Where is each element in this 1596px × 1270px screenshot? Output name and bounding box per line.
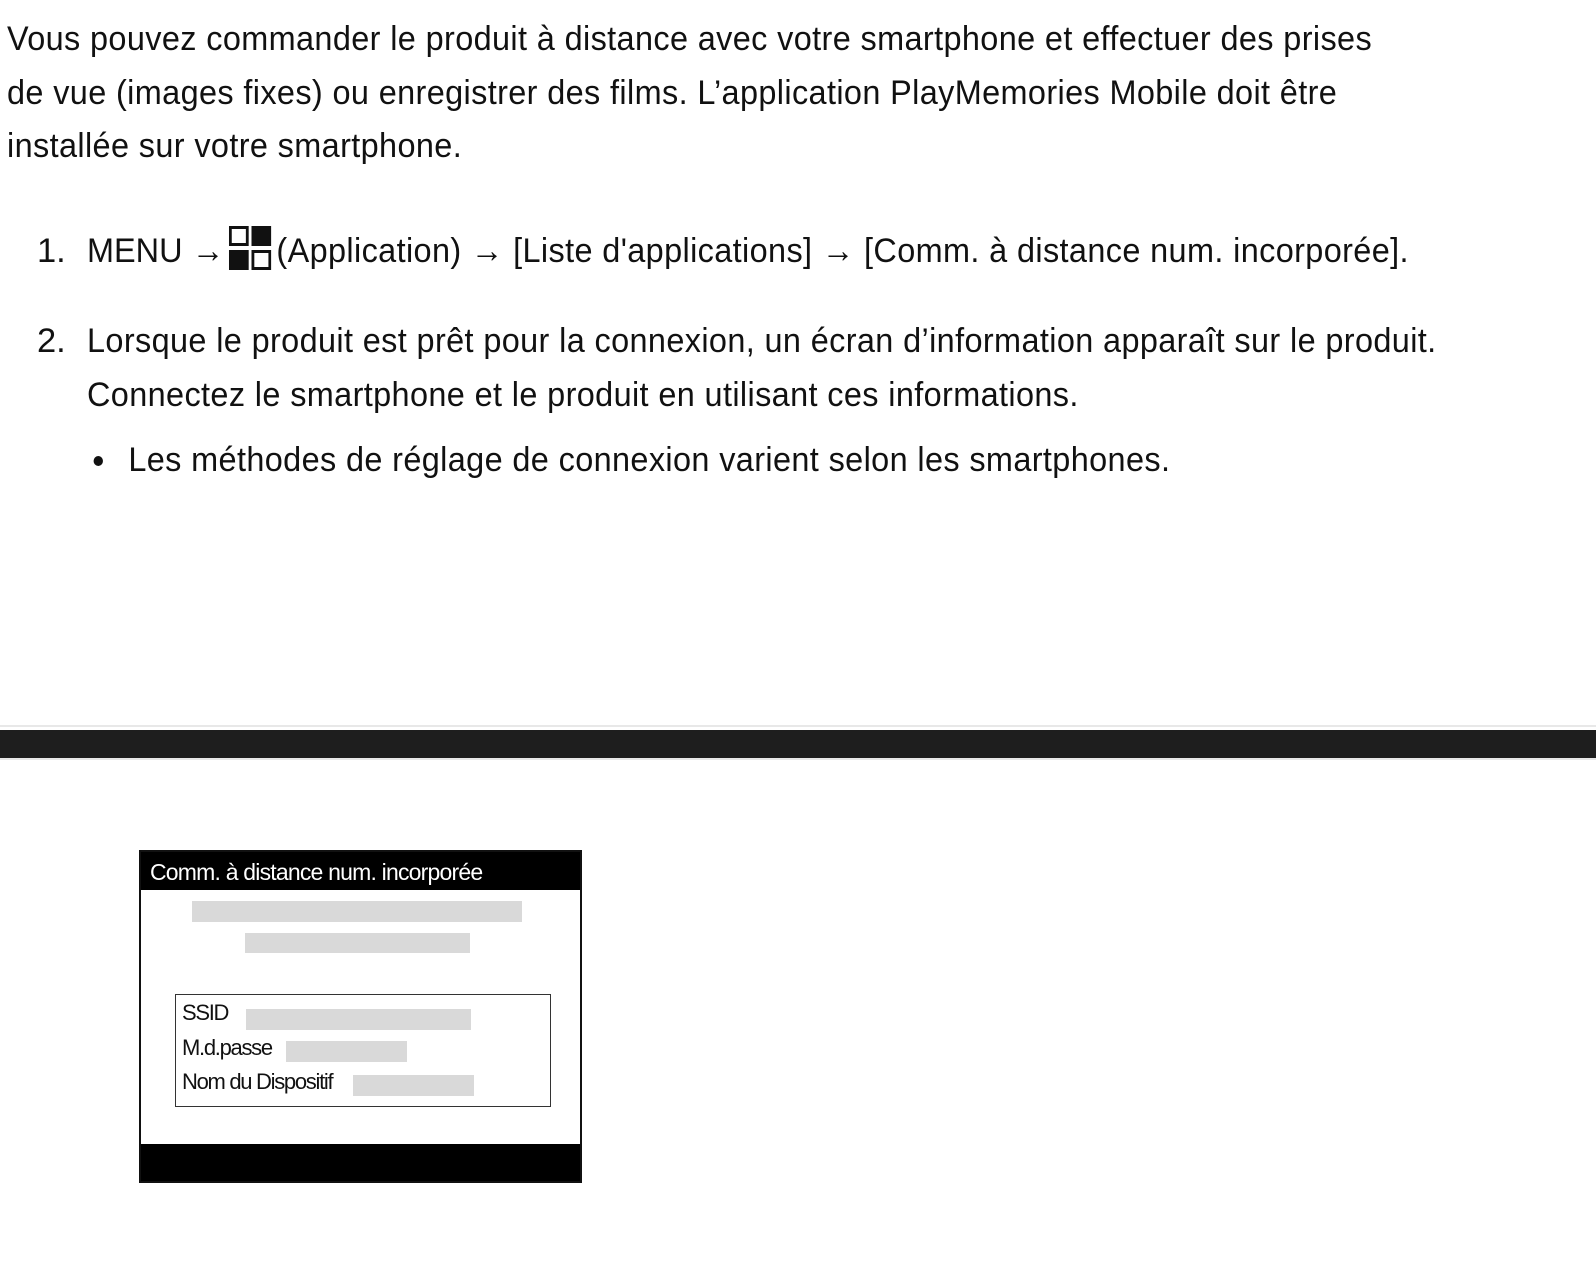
- placeholder-bar: [192, 901, 522, 922]
- camera-screen-illustration: [139, 850, 582, 1183]
- step-text: [87, 314, 1478, 487]
- password-label: M.d.passe: [182, 1035, 272, 1060]
- step-text: [87, 224, 1478, 278]
- step-rest-text: (Application) → [Liste d'applications] → [Comm. à distance num. incorporée].: [276, 232, 1409, 270]
- password-value-placeholder: [286, 1041, 407, 1062]
- bullet-list: [87, 433, 1478, 487]
- ssid-value-placeholder: [246, 1009, 471, 1030]
- bullet-dot-icon: [94, 456, 103, 466]
- step-body: Lorsque le produit est prêt pour la connexion, un écran d’information apparaît sur le produit. Connectez le smartphone et le produit en utilisant ces informations.: [87, 322, 1437, 414]
- application-icon: [228, 226, 270, 270]
- step-item: [0, 224, 1507, 278]
- instruction-steps: [0, 224, 1596, 487]
- placeholder-bar: [245, 933, 470, 953]
- arrow-glyph: →: [191, 232, 225, 270]
- screen-title: Comm. à distance num. incorporée: [141, 852, 580, 890]
- intro-paragraph: Vous pouvez commander le produit à distance avec votre smartphone et effectuer des prises de vue (images fixes) ou enregistrer des films. L’application PlayMemories Mobile doit être installée sur votre smartphone.: [7, 20, 1373, 165]
- step-number: 1.: [37, 232, 66, 270]
- divider-band: [0, 730, 1596, 758]
- ssid-label: SSID: [182, 1000, 229, 1025]
- connection-info-box: [175, 994, 551, 1107]
- device-name-value-placeholder: [353, 1075, 474, 1096]
- divider-line: [0, 725, 1596, 727]
- screen-footer-bar: [141, 1144, 580, 1181]
- step-item: [0, 314, 1507, 487]
- divider-line: [0, 758, 1596, 760]
- bullet-item: [87, 433, 1478, 487]
- menu-keyword: MENU: [87, 232, 183, 270]
- step-number: 2.: [37, 322, 66, 360]
- bullet-text: Les méthodes de réglage de connexion varient selon les smartphones.: [128, 441, 1171, 479]
- device-name-label: Nom du Dispositif: [182, 1069, 333, 1094]
